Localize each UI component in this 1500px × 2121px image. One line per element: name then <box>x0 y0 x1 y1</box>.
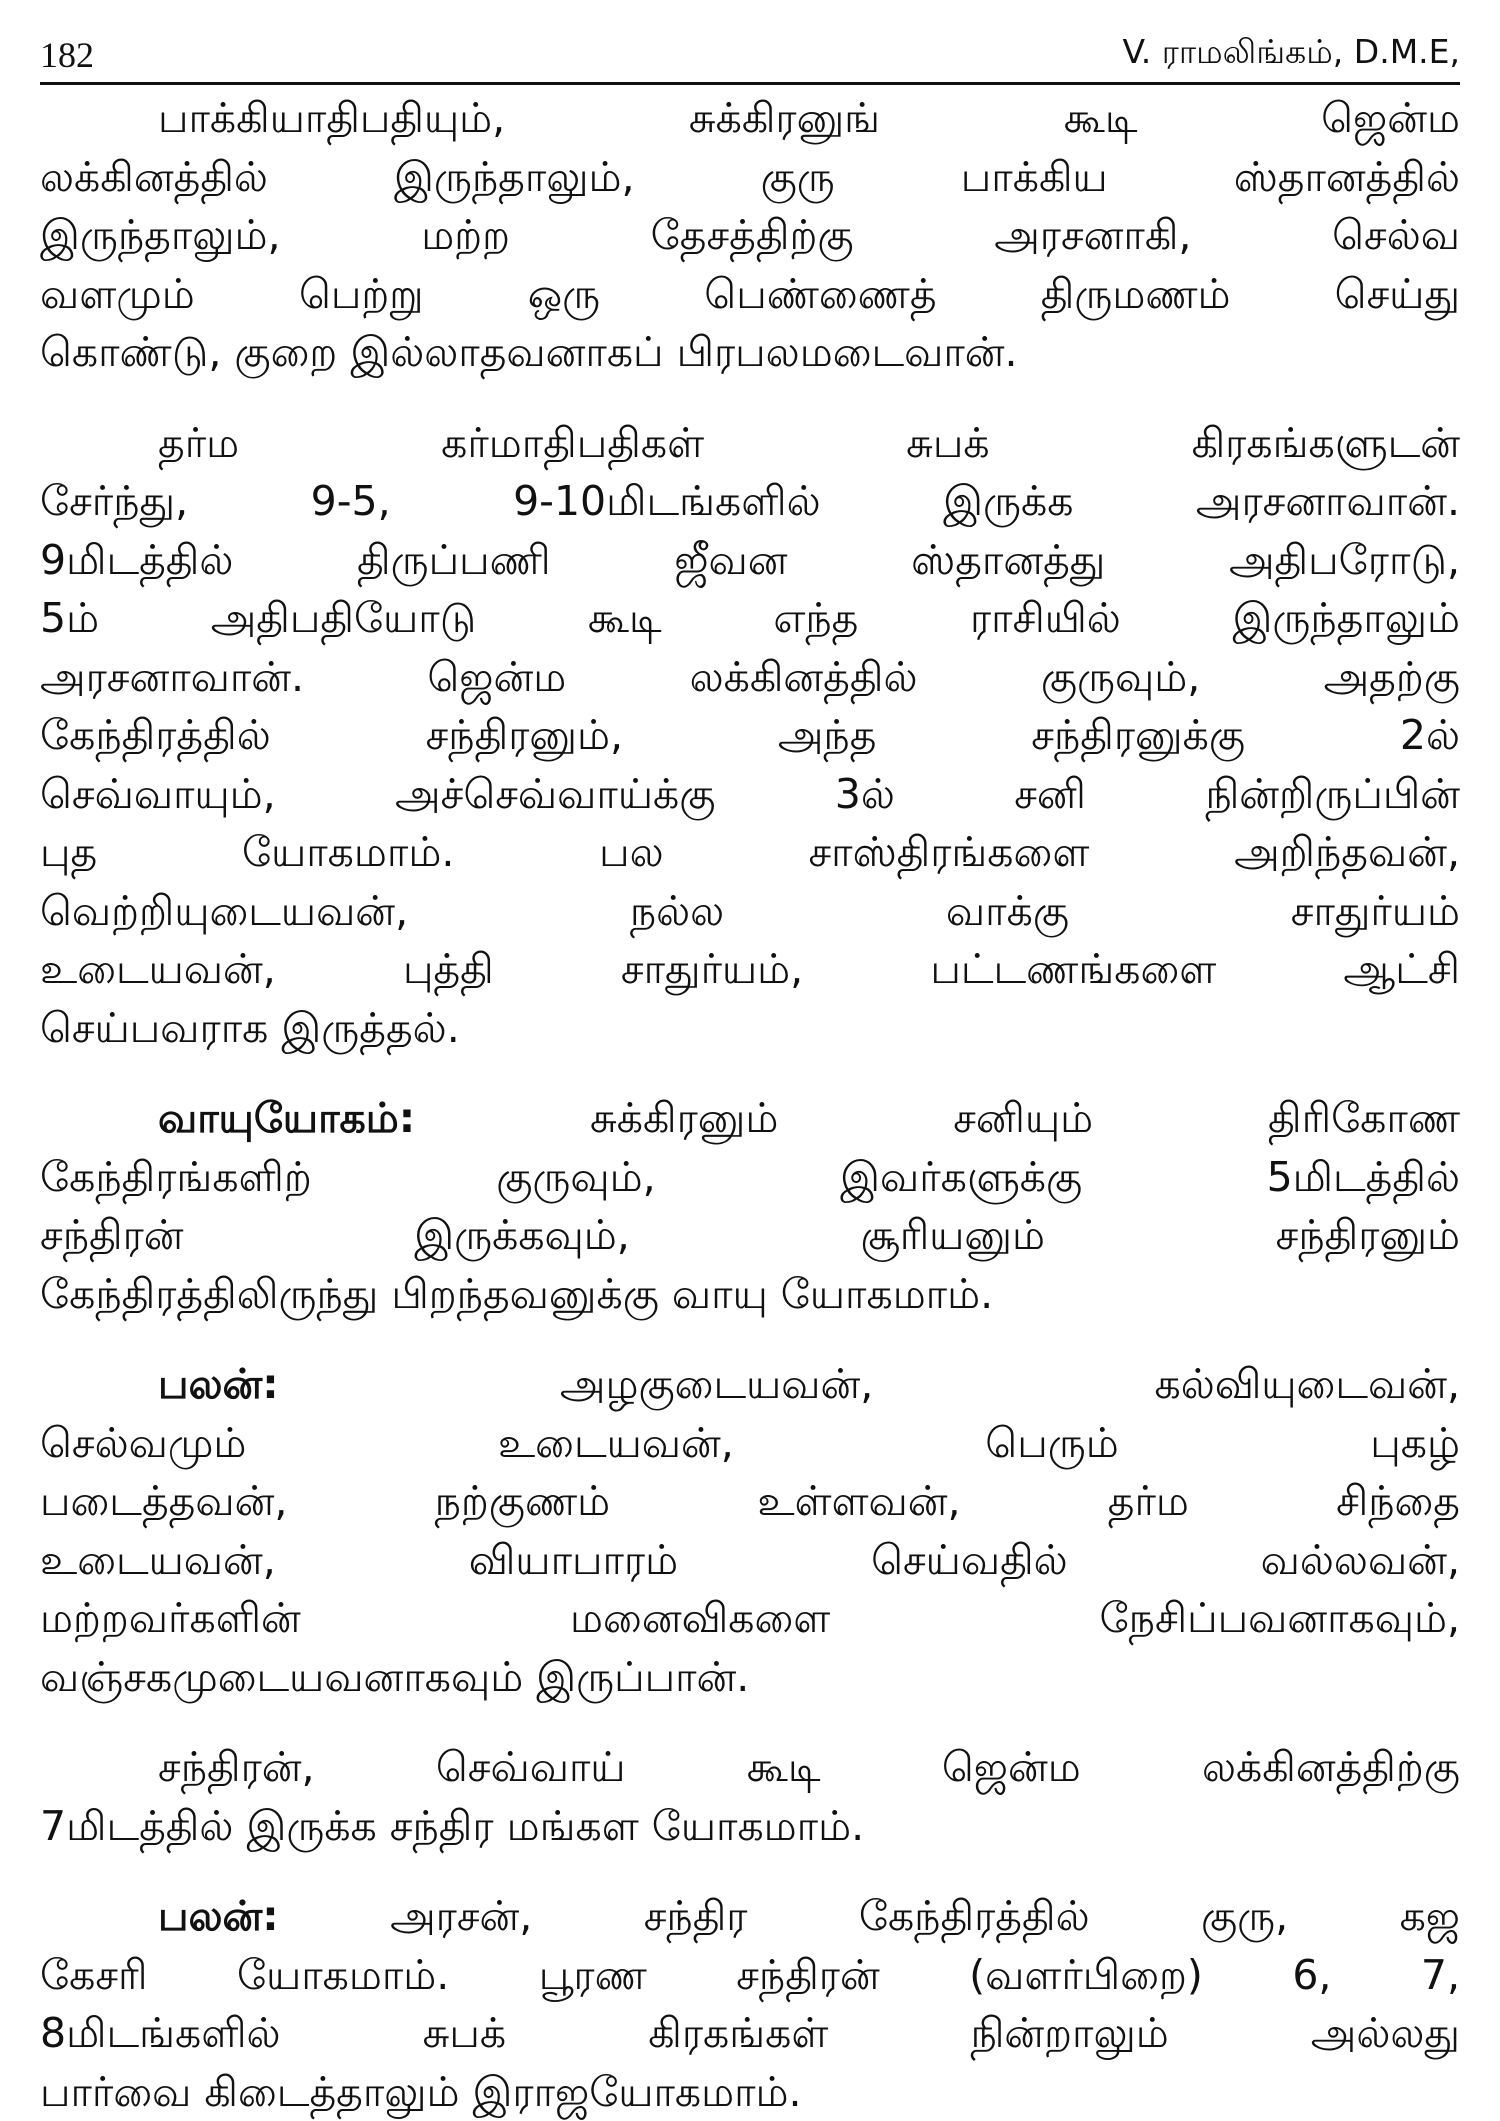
paragraph-line: கொண்டு, குறை இல்லாதவனாகப் பிரபலமடைவான். <box>40 323 1460 382</box>
paragraph-line: உடையவன், புத்தி சாதுர்யம், பட்டணங்களை ஆட்சி <box>40 940 1460 999</box>
paragraph-1 <box>40 89 1460 382</box>
paragraph-lead: பலன்: <box>158 1892 279 1940</box>
paragraph-line: 7மிடத்தில் இருக்க சந்திர மங்கள யோகமாம். <box>40 1797 1460 1856</box>
paragraph-line-text: சுக்கிரனும் சனியும் திரிகோண <box>415 1094 1460 1142</box>
paragraph-line <box>40 1089 1460 1148</box>
paragraph-5 <box>40 1738 1460 1855</box>
paragraph-line: 9மிடத்தில் திருப்பணி ஜீவன ஸ்தானத்து அதிபரோடு, <box>40 531 1460 590</box>
paragraph-lead: பலன்: <box>158 1360 279 1408</box>
paragraph-line: கேசரி யோகமாம். பூரண சந்திரன் (வளர்பிறை) 6, 7, <box>40 1946 1460 2005</box>
book-page <box>40 20 1460 1980</box>
paragraph-line: இருந்தாலும், மற்ற தேசத்திற்கு அரசனாகி, செல்வ <box>40 206 1460 265</box>
paragraph-line: சந்திரன் இருக்கவும், சூரியனும் சந்திரனும் <box>40 1206 1460 1265</box>
page-body <box>40 89 1460 2121</box>
paragraph-line: படைத்தவன், நற்குணம் உள்ளவன், தர்ம சிந்தை <box>40 1472 1460 1531</box>
paragraph-line <box>40 1355 1460 1414</box>
paragraph-lead: வாயுயோகம்: <box>158 1094 415 1142</box>
paragraph-4 <box>40 1355 1460 1706</box>
paragraph-line: செவ்வாயும், அச்செவ்வாய்க்கு 3ல் சனி நின்றிருப்பின் <box>40 765 1460 824</box>
paragraph-line: வளமும் பெற்று ஒரு பெண்ணைத் திருமணம் செய்து <box>40 265 1460 324</box>
paragraph-line <box>40 1887 1460 1946</box>
paragraph-line: வஞ்சகமுடையவனாகவும் இருப்பான். <box>40 1648 1460 1707</box>
paragraph-line: வெற்றியுடையவன், நல்ல வாக்கு சாதுர்யம் <box>40 882 1460 941</box>
paragraph-line: செல்வமும் உடையவன், பெரும் புகழ் <box>40 1414 1460 1473</box>
paragraph-line: செய்பவராக இருத்தல். <box>40 999 1460 1058</box>
paragraph-3 <box>40 1089 1460 1323</box>
paragraph-line-text: அரசன், சந்திர கேந்திரத்தில் குரு, கஜ <box>279 1892 1460 1940</box>
paragraph-line: 5ம் அதிபதியோடு கூடி எந்த ராசியில் இருந்தாலும் <box>40 589 1460 648</box>
paragraph-line: 8மிடங்களில் சுபக் கிரகங்கள் நின்றாலும் அல்லது <box>40 2004 1460 2063</box>
paragraph-line: உடையவன், வியாபாரம் செய்வதில் வல்லவன், <box>40 1531 1460 1590</box>
paragraph-2 <box>40 414 1460 1058</box>
paragraph-line: பார்வை கிடைத்தாலும் இராஜயோகமாம். <box>40 2063 1460 2121</box>
paragraph-line: தர்ம கர்மாதிபதிகள் சுபக் கிரகங்களுடன் <box>40 414 1460 473</box>
paragraph-line: அரசனாவான். ஜென்ம லக்கினத்தில் குருவும், அதற்கு <box>40 648 1460 707</box>
paragraph-line: சேர்ந்து, 9-5, 9-10மிடங்களில் இருக்க அரசனாவான். <box>40 472 1460 531</box>
paragraph-line: கேந்திரத்தில் சந்திரனும், அந்த சந்திரனுக்கு 2ல் <box>40 706 1460 765</box>
paragraph-line: மற்றவர்களின் மனைவிகளை நேசிப்பவனாகவும், <box>40 1589 1460 1648</box>
paragraph-line: கேந்திரங்களிற் குருவும், இவர்களுக்கு 5மிடத்தில் <box>40 1148 1460 1207</box>
paragraph-line: சந்திரன், செவ்வாய் கூடி ஜென்ம லக்கினத்திற்கு <box>40 1738 1460 1797</box>
paragraph-line-text: அழகுடையவன், கல்வியுடைவன், <box>279 1360 1460 1408</box>
paragraph-line: பாக்கியாதிபதியும், சுக்கிரனுங் கூடி ஜென்ம <box>40 89 1460 148</box>
running-head: V. ராமலிங்கம், D.M.E, <box>1122 32 1460 76</box>
page-header <box>40 20 1460 85</box>
paragraph-line: கேந்திரத்திலிருந்து பிறந்தவனுக்கு வாயு யோகமாம். <box>40 1265 1460 1324</box>
paragraph-line: புத யோகமாம். பல சாஸ்திரங்களை அறிந்தவன், <box>40 823 1460 882</box>
paragraph-line: லக்கினத்தில் இருந்தாலும், குரு பாக்கிய ஸ்தானத்தில் <box>40 148 1460 207</box>
paragraph-6 <box>40 1887 1460 2121</box>
page-number: 182 <box>40 34 94 76</box>
